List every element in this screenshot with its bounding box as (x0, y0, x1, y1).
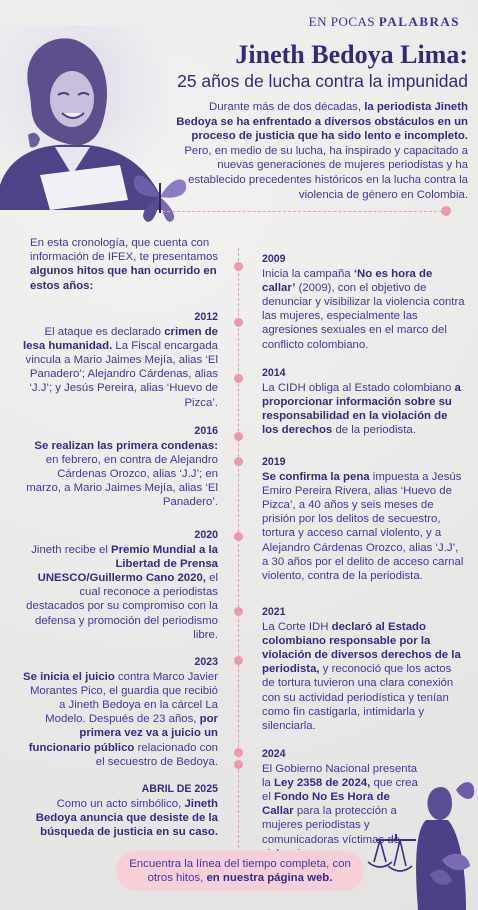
body-text: La Corte IDH (262, 621, 332, 634)
highlight-text: Se inicia el juicio (23, 671, 115, 684)
timeline-intro (30, 236, 230, 293)
event-year: ABRIL DE 2025 (141, 783, 218, 795)
body-text: relacionado con el secuestro de Bedoya. (95, 741, 218, 768)
body-text: y reconoció que los actos de tortura tuvieron una clara conexión con su actividad periodística y tenían como fin castigarla, intimidarla y silenciarla. (262, 663, 454, 732)
page-subtitle: 25 años de lucha contra la impunidad (177, 71, 468, 91)
intro-paragraph (165, 100, 468, 202)
body-text: para la protección a mujeres periodistas y comunicadoras víctimas de (262, 805, 401, 846)
event-year: 2023 (194, 656, 218, 668)
timeline-dot (234, 432, 243, 441)
timeline-event-2019 (262, 455, 466, 583)
highlight-text: Se realizan las primera condenas: (34, 440, 218, 453)
highlight-text: Fondo No Es Hora de Callar (262, 791, 390, 818)
event-year: 2019 (262, 456, 286, 468)
timeline-event-2023 (22, 655, 218, 769)
body-text: El Gobierno Nacional presenta la (262, 763, 418, 790)
timeline-event-2014 (262, 366, 466, 437)
timeline-dot (234, 532, 243, 541)
highlight-text: Premio Mundial a la Libertad de Prensa UNESCO/Guillermo Cano 2020, (37, 544, 218, 585)
body-text: impuesta a Jesús Emiro Pereira Rivera, alias ‘Huevo de Pizca’, a 40 años y seis meses de prisión por los delitos de secuestro, tortura y acceso carnal violento, y a Alejandro Cárdenas Orozco, alias ‘J.J’, a 30 años por el delito de acceso carnal violento, contra de la periodista. (262, 471, 464, 582)
highlight-text: la periodista Jineth Bedoya se ha enfrentado a diversos obstáculos en un proceso de justicia que ha sido lento e incompleto. (176, 101, 468, 143)
event-year: 2014 (262, 367, 286, 379)
event-year: 2024 (262, 748, 286, 760)
event-year: 2016 (194, 425, 218, 437)
timeline-axis (238, 248, 239, 848)
cta-text (116, 857, 364, 886)
highlight-text: Jineth Bedoya anuncia que desiste de la búsqueda de justicia en su caso. (35, 798, 218, 839)
body-text: que crea el (262, 777, 418, 804)
brand-part-palabras: PALABRAS (378, 14, 460, 29)
timeline-dot (234, 748, 243, 757)
event-year: 2012 (194, 311, 218, 323)
body-text: Inicia la campaña (262, 268, 354, 281)
highlight-text: Se confirma la pena (262, 471, 370, 484)
lady-justice-icon (356, 770, 478, 910)
timeline-event-2021 (262, 605, 466, 733)
body-text: Como un acto simbólico, (56, 798, 185, 811)
highlight-text: declaró al Estado colombiano responsable por la violación de diversos derechos de la periodista, (262, 621, 461, 676)
event-year: 2021 (262, 606, 286, 618)
body-text: en febrero, en contra de Alejandro Cárdenas Orozco, alias ‘J.J’; en marzo, a Mario Jaimes Mejía, alias ‘El Panadero’. (26, 454, 218, 509)
body-text: (2009), con el objetivo de denunciar y visibilizar la violencia contra las mujeres, especialmente las agresiones sexuales en el marco del conflicto colombiano. (262, 282, 465, 351)
body-text: La CIDH obliga al Estado colombiano (262, 382, 455, 395)
timeline-dot (234, 607, 243, 616)
timeline-dot (234, 457, 243, 466)
body-text: Encuentra la línea del tiempo completa, con otros hitos, (129, 857, 351, 884)
website-cta-banner[interactable] (116, 851, 364, 891)
body-text: La Fiscal encargada vincula a Mario Jaimes Mejía, alias ‘El Panadero’; Alejandro Cárdenas, alias ‘J.J’; y Jesús Pereira, alias ‘Huevo de Pizca’. (25, 340, 218, 409)
highlight-text: por primera vez va a juicio un funcionario público (28, 713, 218, 754)
body-text: de la periodista. (332, 424, 416, 437)
page-title: Jineth Bedoya Lima: (235, 40, 468, 69)
highlight-text: crimen de lesa humanidad. (22, 326, 218, 353)
event-year: 2020 (194, 529, 218, 541)
body-text: Pero, en medio de su lucha, ha inspirado y capacitado a nuevas generaciones de mujeres periodistas y ha establecido precedentes históricos en la lucha contra la violencia de género en Colombia. (184, 144, 468, 201)
body-text: Durante más de dos décadas, (209, 101, 365, 113)
header-divider-dot (441, 206, 451, 216)
brand-logo (309, 14, 460, 30)
brand-part-en: EN (308, 14, 331, 29)
timeline-dot (234, 760, 243, 769)
timeline-dot (234, 656, 243, 665)
timeline-dot (234, 374, 243, 383)
timeline-event-2016 (22, 424, 218, 510)
timeline-event-2020 (22, 528, 218, 642)
timeline-event-2009 (262, 252, 466, 352)
highlight-text: ‘No es hora de callar’ (262, 268, 433, 295)
body-text: En esta cronología, que cuenta con información de IFEX, te presentamos (30, 237, 219, 264)
highlight-text: Ley 2358 de 2024, (274, 777, 371, 790)
timeline-dot (234, 318, 243, 327)
body-text: contra Marco Javier Morantes Pico, el guardia que recibió a Jineth Bedoya en la cárcel La Modelo. Después de 23 años, (29, 671, 218, 726)
event-year: 2009 (262, 253, 286, 265)
timeline-event-2025 (22, 782, 218, 839)
timeline-event-2012 (22, 310, 218, 410)
body-text: El ataque es declarado (44, 326, 165, 339)
brand-part-pocas: POCAS (330, 14, 379, 29)
timeline-dot (234, 262, 243, 271)
highlight-text: algunos hitos que han ocurrido en estos años: (30, 265, 217, 292)
highlight-text: a proporcionar información sobre su responsabilidad en la violación de los derechos (262, 382, 461, 437)
header-divider (162, 211, 442, 212)
body-text: el cual reconoce a periodistas destacados por su compromiso con la defensa y promoción del periodismo libre. (26, 572, 218, 641)
highlight-text: en nuestra página web. (206, 872, 333, 884)
body-text: Jineth recibe el (31, 544, 112, 557)
